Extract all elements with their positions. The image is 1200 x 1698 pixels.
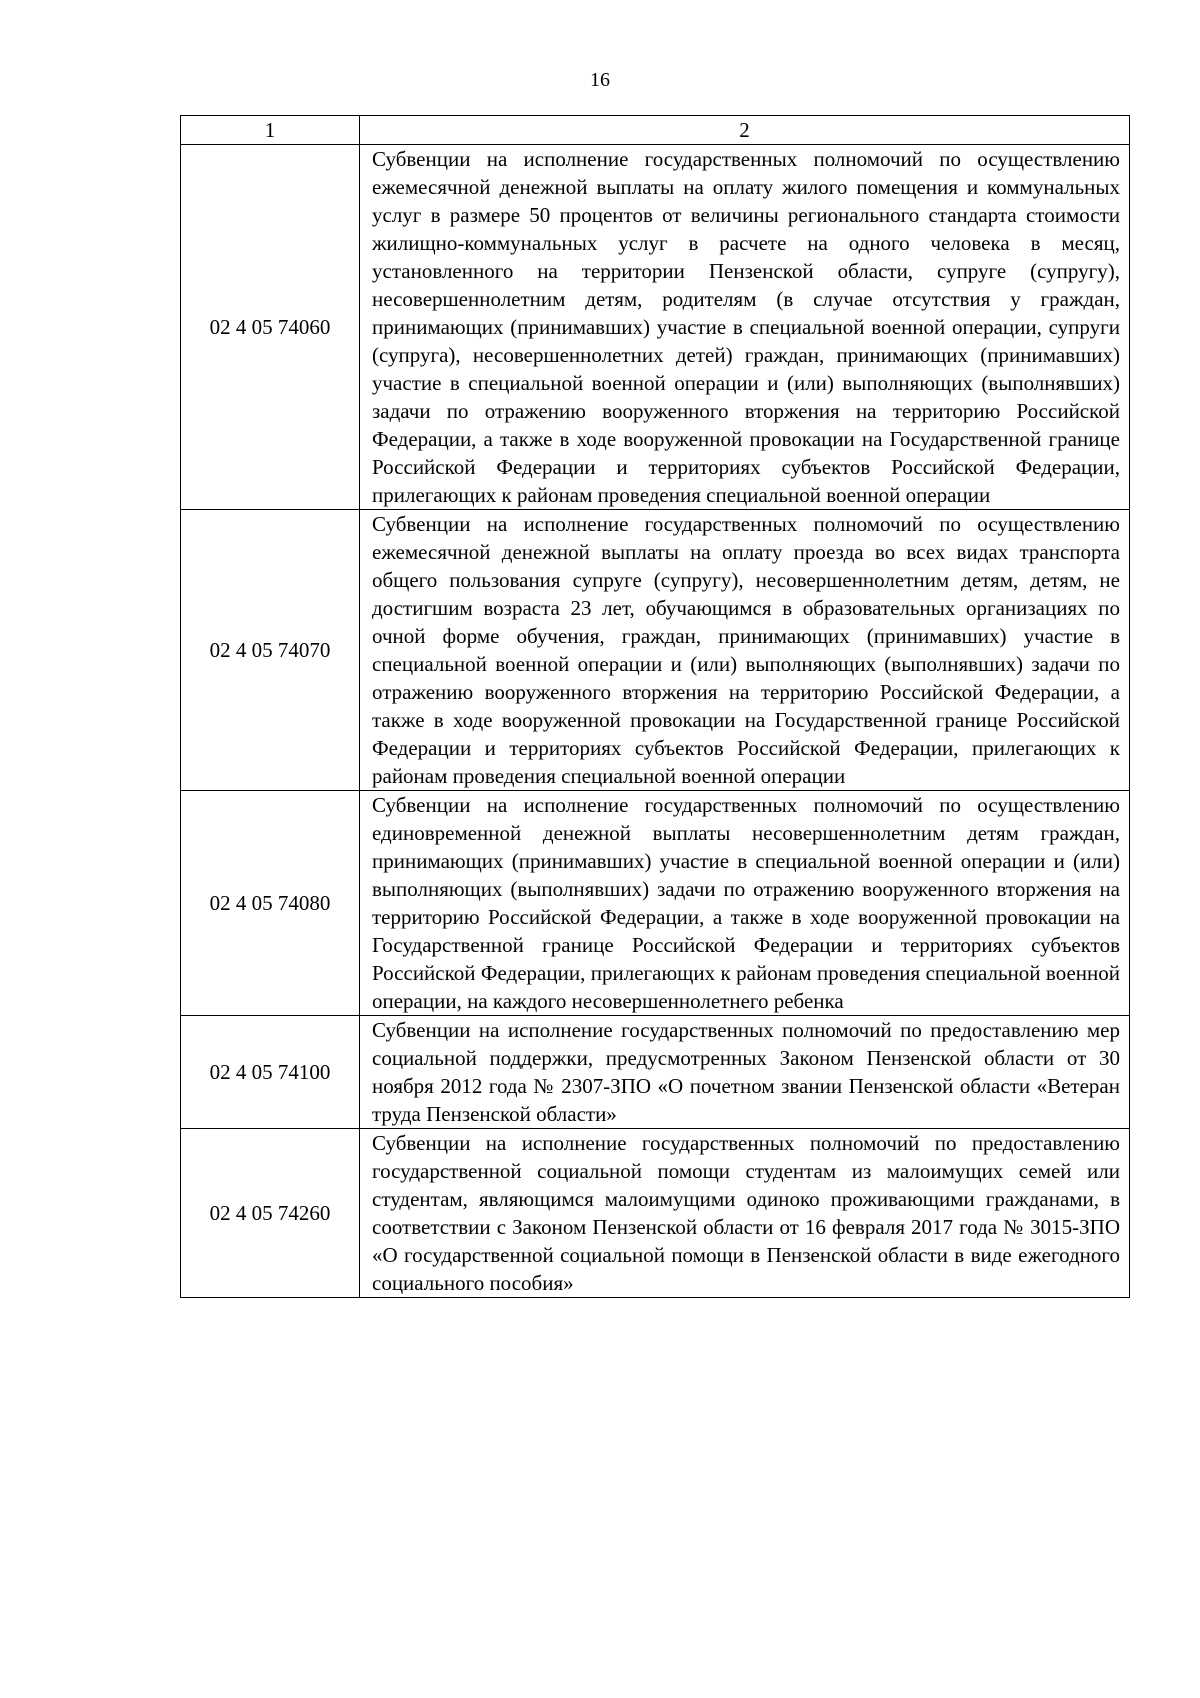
column-header-1: 1	[181, 116, 360, 145]
table-row	[181, 791, 1130, 1016]
table-row	[181, 145, 1130, 510]
budget-classification-table	[180, 115, 1130, 1298]
row-code: 02 4 05 74260	[181, 1129, 360, 1298]
row-code: 02 4 05 74100	[181, 1016, 360, 1129]
table-header-row	[181, 116, 1130, 145]
row-description: Субвенции на исполнение государственных полномочий по осуществлению единовременной денежной выплаты несовершеннолетним детям граждан, принимающих (принимавших) участие в специальной военной операции и (или) выполняющих (выполнявших) задачи по отражению вооруженного вторжения на территорию Российской Федерации, а также в ходе вооруженной провокации на Государственной границе Российской Федерации и территориях субъектов Российской Федерации, прилегающих к районам проведения специальной военной операции, на каждого несовершеннолетнего ребенка	[360, 791, 1130, 1016]
row-description: Субвенции на исполнение государственных полномочий по предоставлению мер социальной поддержки, предусмотренных Законом Пензенской области от 30 ноября 2012 года № 2307-ЗПО «О почетном звании Пензенской области «Ветеран труда Пензенской области»	[360, 1016, 1130, 1129]
page-number: 16	[590, 69, 610, 91]
row-description: Субвенции на исполнение государственных полномочий по осуществлению ежемесячной денежной выплаты на оплату проезда во всех видах транспорта общего пользования супруге (супругу), несовершеннолетним детям, детям, не достигшим возраста 23 лет, обучающимся в образовательных организациях по очной форме обучения, граждан, принимающих (принимавших) участие в специальной военной операции и (или) выполняющих (выполнявших) задачи по отражению вооруженного вторжения на территорию Российской Федерации, а также в ходе вооруженной провокации на Государственной границе Российской Федерации и территориях субъектов Российской Федерации, прилегающих к районам проведения специальной военной операции	[360, 510, 1130, 791]
column-header-2: 2	[360, 116, 1130, 145]
row-description: Субвенции на исполнение государственных полномочий по осуществлению ежемесячной денежной выплаты на оплату жилого помещения и коммунальных услуг в размере 50 процентов от величины регионального стандарта стоимости жилищно-коммунальных услуг в расчете на одного человека в месяц, установленного на территории Пензенской области, супруге (супругу), несовершеннолетним детям, родителям (в случае отсутствия у граждан, принимающих (принимавших) участие в специальной военной операции, супруги (супруга), несовершеннолетних детей) граждан, принимающих (принимавших) участие в специальной военной операции и (или) выполняющих (выполнявших) задачи по отражению вооруженного вторжения на территорию Российской Федерации, а также в ходе вооруженной провокации на Государственной границе Российской Федерации и территориях субъектов Российской Федерации, прилегающих к районам проведения специальной военной операции	[360, 145, 1130, 510]
row-description: Субвенции на исполнение государственных полномочий по предоставлению государственной социальной помощи студентам из малоимущих семей или студентам, являющимся малоимущими одиноко проживающими гражданами, в соответствии с Законом Пензенской области от 16 февраля 2017 года № 3015-ЗПО «О государственной социальной помощи в Пензенской области в виде ежегодного социального пособия»	[360, 1129, 1130, 1298]
table-row	[181, 510, 1130, 791]
row-code: 02 4 05 74070	[181, 510, 360, 791]
row-code: 02 4 05 74080	[181, 791, 360, 1016]
row-code: 02 4 05 74060	[181, 145, 360, 510]
table-row	[181, 1016, 1130, 1129]
table-row	[181, 1129, 1130, 1298]
